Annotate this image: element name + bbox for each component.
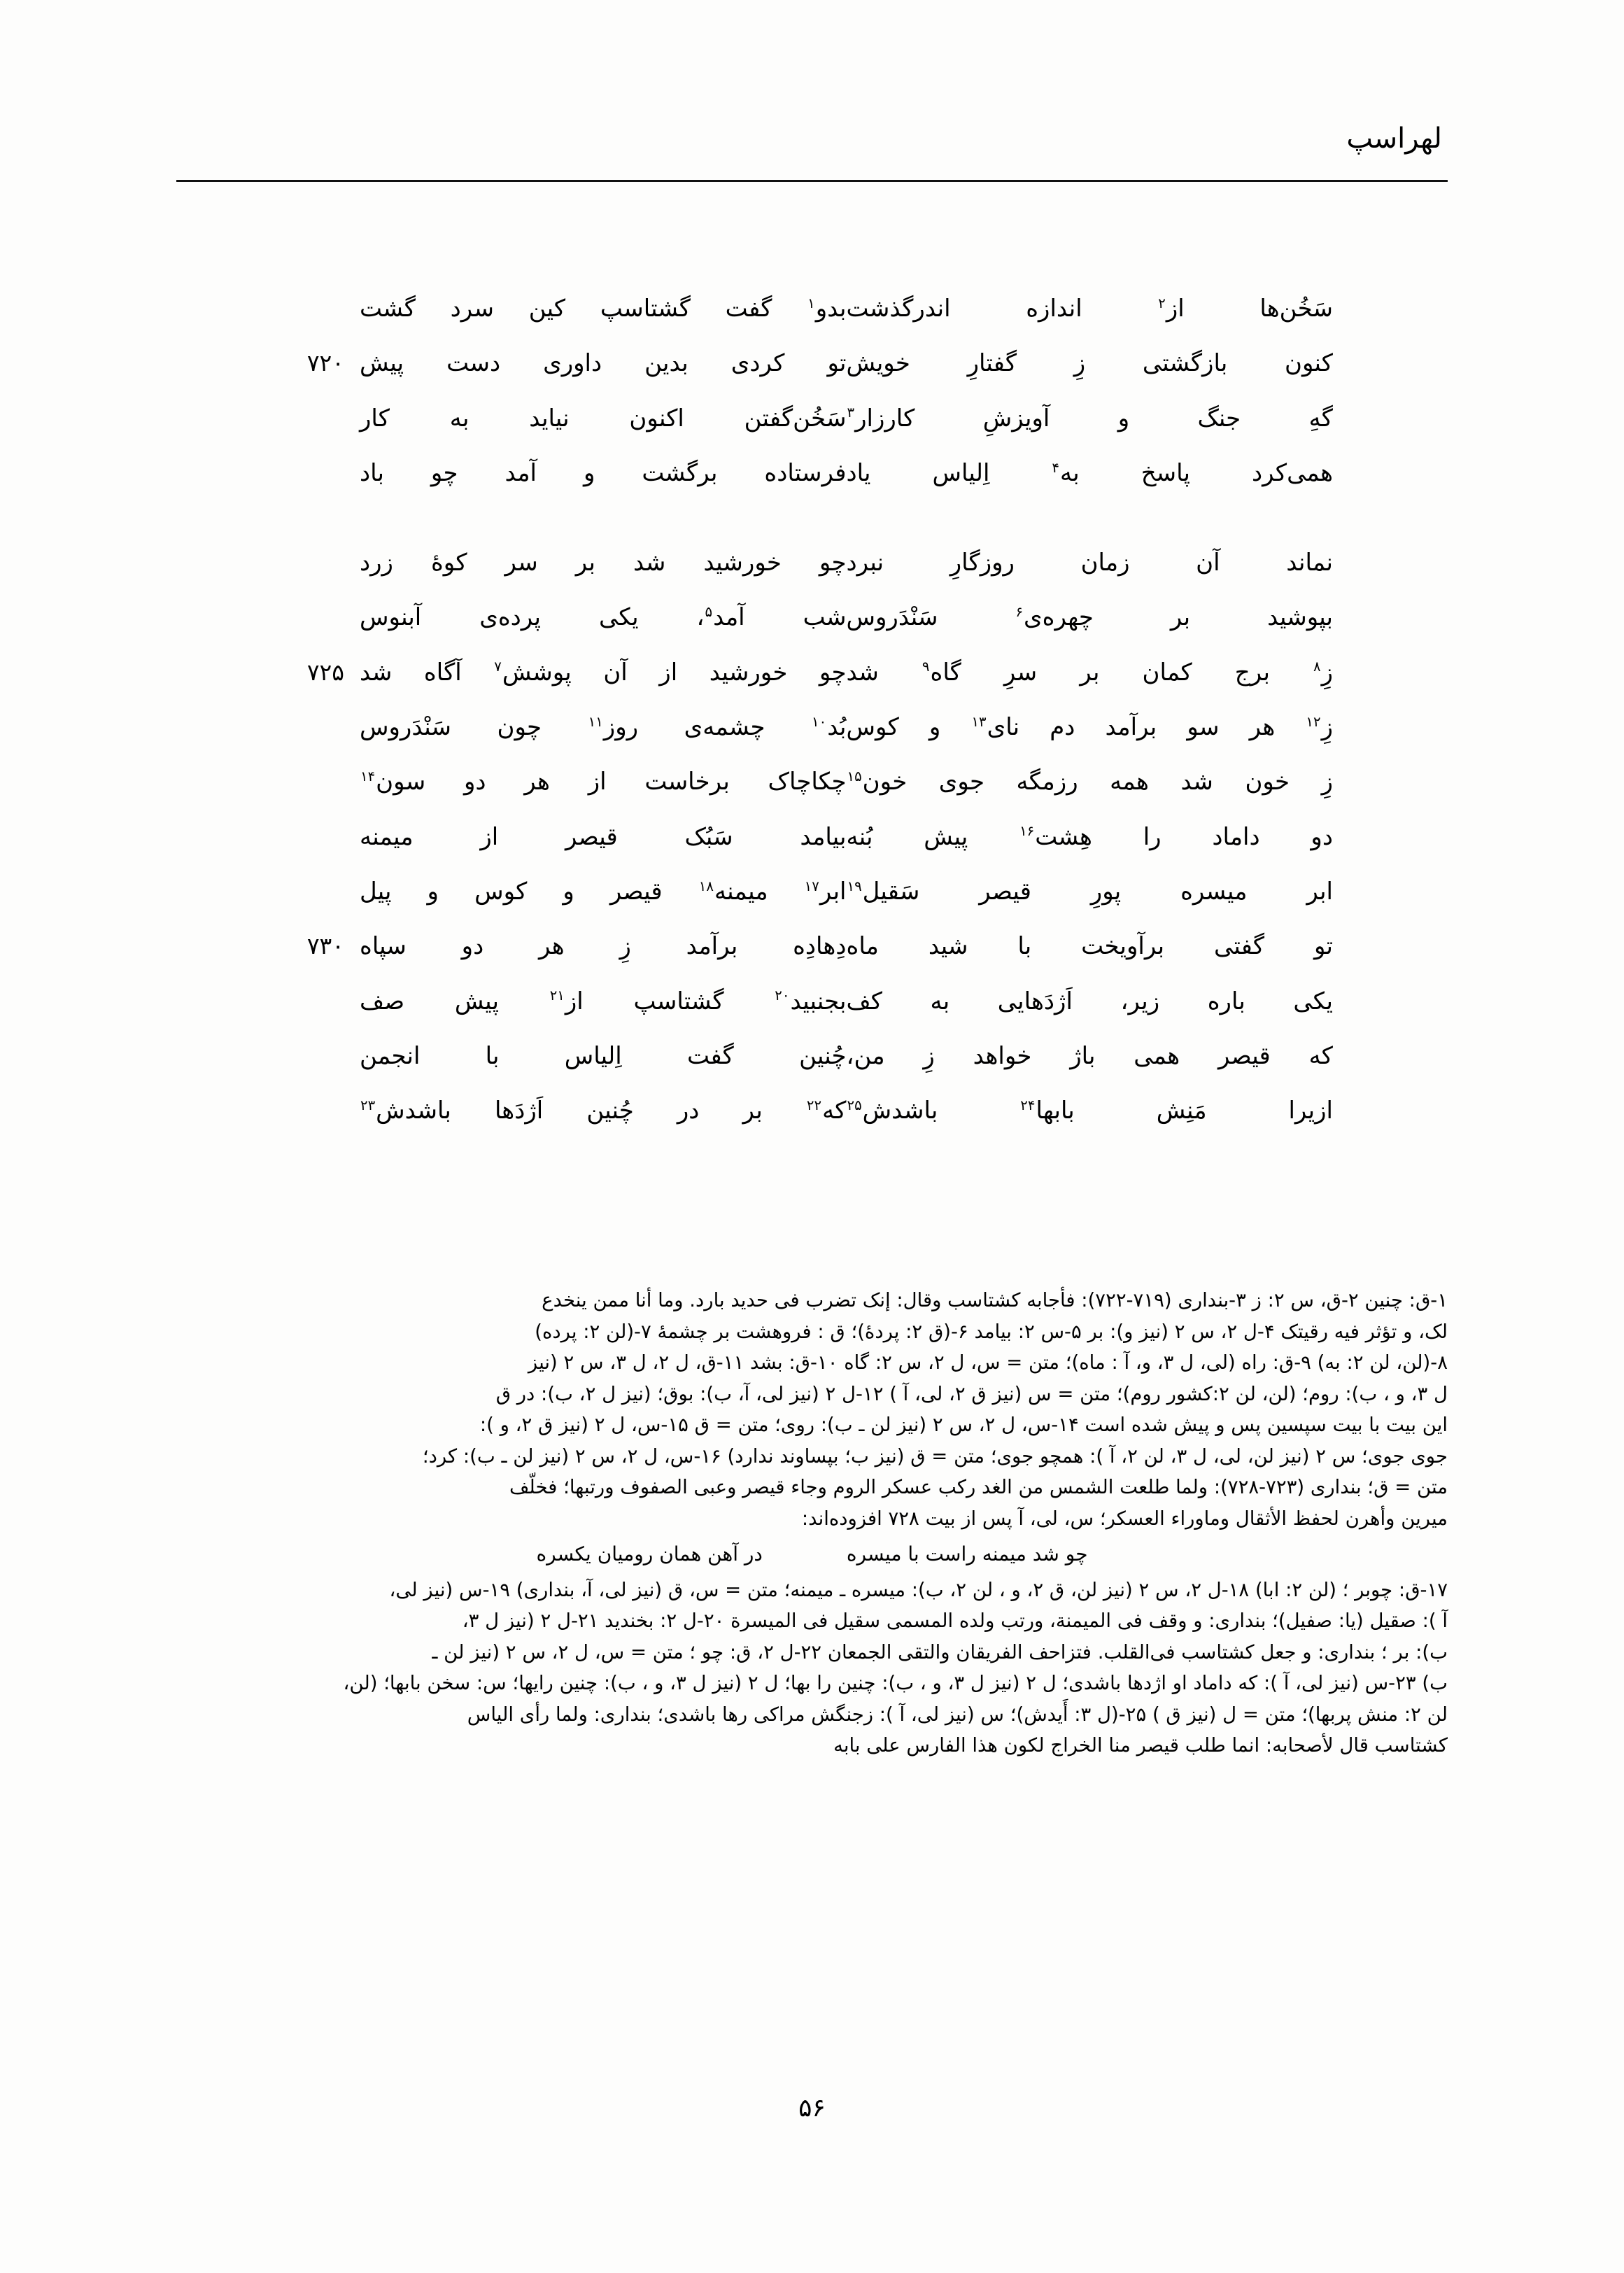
hemistich-left: زِ$^{۱۲}$ هر سو برآمد دم نای$^{۱۳}$ و کوس bbox=[846, 713, 1333, 742]
verse-area bbox=[280, 286, 1344, 1232]
hemistich-left: همی‌کرد پاسخ به$^۴$ اِلیاس یاد bbox=[846, 458, 1333, 487]
bayt-number: ۷۲۵ bbox=[306, 658, 344, 686]
note-verse-left: در آهن همان رومیان یکسره bbox=[536, 1542, 763, 1566]
apparatus-marker: ۱۴ bbox=[360, 768, 376, 785]
note-line: لک، و تؤثر فیه رقیتک ۴-ل ۲، س ۲ (نیز و): بر ۵-س ۲: بیامد ۶-(ق ۲: پردهٔ)؛ ق : فروهشت بر چشمهٔ ۷-(لن ۲: پرده) bbox=[535, 1320, 1448, 1343]
note-inserted-verse bbox=[176, 1538, 1448, 1570]
hemistich-right: سَخُن‌گفتن اکنون نیاید به کار bbox=[360, 404, 847, 432]
hemistich-left: کنون بازگشتی زِ گفتارِ خویش bbox=[846, 349, 1333, 378]
hemistich-right: شب آمد$^۵$، یکی پرده‌ی آبنوس bbox=[360, 603, 847, 632]
hemistich-right: دِهادِه برآمد زِ هر دو سپاه bbox=[360, 932, 847, 961]
hemistich-right: تو کردی بدین داوری دست پیش bbox=[360, 349, 847, 378]
hemistich-left: ابر میسره پورِ قیصر سَقیل$^{۱۹}$ bbox=[847, 877, 1333, 906]
note-line: میرین وأهرن لحفظ الأثقال وماوراء العسکر؛ س، لی، آ پس از بیت ۷۲۸ افزوده‌اند: bbox=[801, 1507, 1448, 1530]
couplet-row bbox=[280, 923, 1344, 969]
apparatus-marker: ۱۶ bbox=[1019, 823, 1035, 840]
couplet-row bbox=[280, 450, 1344, 496]
apparatus-marker: ۲۰ bbox=[775, 987, 790, 1004]
hemistich-left: نماند آن زمان روزگارِ نبرد bbox=[846, 549, 1333, 577]
bayt-number: ۷۳۰ bbox=[306, 932, 344, 960]
apparatus-marker: ۲۱ bbox=[549, 987, 565, 1004]
note-line: ۸-(لن، لن ۲: به) ۹-ق: راه (لی، ل ۳، و، آ : ماه)؛ متن = س، ل ۲، س ۲: گاه ۱۰-ق: بشد ۱۱-ق، ل ۲، ل ۳، س ۲ (نیز bbox=[528, 1351, 1448, 1374]
critical-apparatus bbox=[176, 1285, 1448, 1761]
apparatus-marker: ۲۲ bbox=[806, 1097, 822, 1113]
apparatus-marker: ۱۱ bbox=[588, 713, 603, 730]
couplet-row bbox=[280, 1033, 1344, 1079]
apparatus-marker: ۱۸ bbox=[698, 878, 714, 894]
hemistich-right: چکاچاک برخاست از هر دو سون$^{۱۴}$ bbox=[360, 768, 847, 796]
hemistich-left: بپوشید بر چهره‌ی$^۶$ سَنْدَروس bbox=[846, 603, 1333, 632]
couplet-row bbox=[280, 395, 1344, 442]
note-line: جوی جوی؛ س ۲ (نیز لن، لی، ل ۳، لن ۲، آ ): همچو جوی؛ متن = ق (نیز ب؛ بپساوند ندارد) ۱۶-س، ل ۲، س ۲ (نیز لن ـ ب): کرد؛ bbox=[422, 1444, 1448, 1468]
running-header bbox=[176, 122, 1448, 188]
verse-block bbox=[280, 540, 1344, 1188]
couplet-row bbox=[280, 759, 1344, 805]
apparatus-marker: ۱۳ bbox=[971, 713, 987, 730]
hemistich-right: چو خورشید شد بر سر کوهٔ زرد bbox=[360, 549, 847, 577]
apparatus-marker: ۱ bbox=[807, 295, 815, 311]
apparatus-marker: ۶ bbox=[1015, 604, 1024, 621]
couplet-row bbox=[280, 540, 1344, 586]
note-line: این بیت با بیت سپسین پس و پیش شده است ۱۴-س، ل ۲، س ۲ (نیز لن ـ ب): روی؛ متن = ق ۱۵-س، ل ۲ (نیز ق ۲، و ): bbox=[479, 1414, 1448, 1437]
hemistich-left: ازیرا مَنِش بابها$^{۲۴}$ باشدش$^{۲۵}$ bbox=[847, 1097, 1333, 1125]
verse-block bbox=[280, 286, 1344, 496]
note-verse-right: چو شد میمنه راست با میسره bbox=[846, 1542, 1088, 1566]
couplet-row bbox=[280, 340, 1344, 386]
page-title: لهراسپ bbox=[1346, 122, 1442, 155]
hemistich-right: چو خورشید از آن پوشش$^۷$ آگاه شد bbox=[360, 658, 847, 687]
hemistich-left: زِ$^۸$ برج کمان بر سرِ گاه$^۹$ شد bbox=[846, 658, 1333, 687]
couplet-row bbox=[280, 286, 1344, 332]
note-line: کشتاسب قال لأصحابه: انما طلب قیصر منا الخراج لکون هذا الفارس علی بابه bbox=[833, 1734, 1448, 1757]
folio-page-number: ۵۶ bbox=[798, 2094, 826, 2123]
apparatus-marker: ۲۵ bbox=[847, 1097, 862, 1113]
hemistich-left: دو داماد را هِشت$^{۱۶}$ پیش بُنه bbox=[846, 822, 1333, 851]
hemistich-left: گهِ جنگ و آویزشِ کارزار$^۳$ bbox=[847, 404, 1333, 432]
apparatus-marker: ۷ bbox=[494, 659, 502, 675]
bayt-number: ۷۲۰ bbox=[306, 349, 344, 377]
hemistich-right: چُنین گفت اِلیاس با انجمن bbox=[360, 1041, 847, 1070]
hemistich-left: زِ خون شد همه رزمگه جوی خون$^{۱۵}$ bbox=[847, 768, 1333, 796]
couplet-row bbox=[280, 1142, 1344, 1188]
apparatus-marker: ۸ bbox=[1313, 659, 1321, 675]
apparatus-marker: ۱۷ bbox=[804, 878, 819, 894]
hemistich-left: سَخُن‌ها از$^۲$ اندازه اندرگذشت bbox=[846, 295, 1333, 323]
hemistich-right: بیامد سَبُک قیصر از میمنه bbox=[360, 822, 847, 851]
note-line: ل ۳، و ، ب): روم؛ (لن، لن ۲:کشور روم)؛ متن = س (نیز ق ۲، لی، آ ) ۱۲-ل ۲ (نیز لی، آ، ب): بوق؛ (نیز ل ۲، ب): در ق bbox=[495, 1382, 1448, 1405]
couplet-row bbox=[280, 594, 1344, 640]
apparatus-marker: ۲ bbox=[1158, 295, 1166, 311]
hemistich-right: بُد$^{۱۰}$ چشمه‌ی روز$^{۱۱}$ چون سَنْدَروس bbox=[360, 713, 847, 742]
couplet-row bbox=[280, 704, 1344, 750]
note-line: متن = ق؛ بنداری (۷۲۳-۷۲۸): ولما طلعت الشمس من الغد رکب عسکر الروم وجاء قیصر وعبی الصفوف ورتبها؛ فخلّف bbox=[509, 1476, 1448, 1499]
note-line: ب) ۲۳-س (نیز لی، آ ): که داماد او اژدها باشدی؛ ل ۲ (نیز ل ۳، و ، ب): چنین را بها؛ ل ۲ (نیز ل ۳، و ، ب): چنین رایها؛ س: سخن بابها؛ (لن، bbox=[343, 1672, 1448, 1695]
hemistich-left: تو گفتی برآویخت با شید ماه bbox=[846, 932, 1333, 961]
apparatus-marker: ۹ bbox=[922, 659, 930, 675]
couplet-row bbox=[280, 649, 1344, 696]
note-line: آ ): صقیل (یا: صفیل)؛ بنداری: و وقف فی المیمنة، ورتب ولده المسمی سقیل فی المیسرة ۲۰-ل ۲: بخندید ۲۱-ل ۲ (نیز ل ۳، bbox=[462, 1610, 1448, 1633]
couplet-row bbox=[280, 814, 1344, 860]
hemistich-left: یکی باره زیر، اَژدَهایی به کف bbox=[846, 987, 1333, 1015]
apparatus-marker: ۲۳ bbox=[360, 1097, 376, 1113]
note-line: لن ۲: منش پربها)؛ متن = ل (نیز ق ) ۲۵-(ل ۳: أَیدش)؛ س (نیز لی، آ ): زجنگش مراکی رها باشدی؛ بنداری: ولما رأی الیاس bbox=[467, 1703, 1448, 1726]
hemistich-right: ابر$^{۱۷}$ میمنه$^{۱۸}$ قیصر و کوس و پیل bbox=[360, 877, 847, 906]
hemistich-right: که$^{۲۲}$ بر در چُنین اَژدَها باشدش$^{۲۳}$ bbox=[360, 1097, 847, 1125]
couplet-row bbox=[280, 1088, 1344, 1134]
apparatus-marker: ۱۵ bbox=[847, 768, 862, 785]
couplet-row bbox=[280, 868, 1344, 915]
note-line: ۱-ق: چنین ۲-ق، س ۲: ز ۳-بنداری (۷۱۹-۷۲۲): فأجابه کشتاسب وقال: إنک تضرب فی حدید بارد. وما أنا ممن ینخدع bbox=[542, 1289, 1448, 1311]
note-line: ۱۷-ق: چوبر ؛ (لن ۲: ابا) ۱۸-ل ۲، س ۲ (نیز لن، ق ۲، و ، لن ۲، ب): میسره ـ میمنه؛ متن = س، ق (نیز لی، آ، بنداری) ۱۹-س (نیز لی، bbox=[389, 1578, 1448, 1601]
apparatus-marker: ۵ bbox=[705, 604, 713, 621]
apparatus-marker: ۱۰ bbox=[812, 713, 827, 730]
couplet-row bbox=[280, 978, 1344, 1025]
hemistich-left: که قیصر همی باژ خواهد زِ من، bbox=[846, 1041, 1333, 1070]
apparatus-marker: ۴ bbox=[1052, 459, 1060, 476]
apparatus-marker: ۱۲ bbox=[1306, 713, 1321, 730]
note-line: ب): بر ؛ بنداری: و جعل کشتاسب فی‌القلب. فتزاحف الفریقان والتقی الجمعان ۲۲-ل ۲، ق: چو ؛ متن = س، ل ۲، س ۲ (نیز لن ـ bbox=[432, 1640, 1448, 1663]
hemistich-right: بدو$^۱$ گفت گشتاسپ کین سرد گشت bbox=[360, 295, 847, 323]
header-divider bbox=[176, 180, 1448, 182]
hemistich-right: بجنبید$^{۲۰}$ گشتاسپ از$^{۲۱}$ پیش صف bbox=[360, 987, 847, 1015]
apparatus-marker: ۲۴ bbox=[1020, 1097, 1036, 1113]
apparatus-marker: ۳ bbox=[847, 404, 855, 421]
apparatus-marker: ۱۹ bbox=[847, 878, 862, 894]
hemistich-right: فرستاده برگشت و آمد چو باد bbox=[360, 458, 847, 487]
